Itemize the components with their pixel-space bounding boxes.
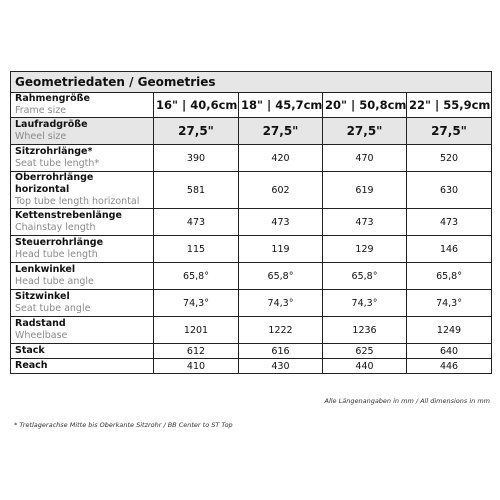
row-label: Stack (11, 344, 154, 359)
units-note: Alle Längenangaben in mm / All dimensions in mm (324, 397, 490, 405)
wheel-size-value: 27,5" (323, 118, 407, 145)
table-cell: 473 (154, 209, 239, 236)
table-cell: 602 (239, 172, 323, 209)
row-label (11, 317, 154, 344)
table-cell: 65,8° (407, 263, 492, 290)
table-cell: 1201 (154, 317, 239, 344)
table-cell: 619 (323, 172, 407, 209)
table-cell: 520 (407, 145, 492, 172)
row-label (11, 236, 154, 263)
frame-size-header: 22" | 55,9cm (407, 93, 492, 118)
table-title: Geometriedaten / Geometries (11, 72, 492, 93)
table-row (11, 145, 492, 172)
row-label-de: Radstand (15, 318, 66, 329)
table-cell: 420 (239, 145, 323, 172)
row-label-en: Wheel size (15, 131, 67, 142)
table-cell: 1222 (239, 317, 323, 344)
table-cell: 640 (407, 344, 492, 359)
table-cell: 115 (154, 236, 239, 263)
frame-size-header: 18" | 45,7cm (239, 93, 323, 118)
row-label-de: Oberrohrlänge horizontal (15, 172, 94, 195)
table-cell: 446 (407, 359, 492, 374)
table-cell: 616 (239, 344, 323, 359)
table-row (11, 317, 492, 344)
row-label (11, 172, 154, 209)
row-label-de: Laufradgröße (15, 119, 88, 130)
table-row (11, 359, 492, 374)
geometry-table (10, 71, 492, 374)
table-row (11, 209, 492, 236)
table-cell: 440 (323, 359, 407, 374)
row-label-en: Top tube length horizontal (15, 196, 140, 207)
table-cell: 473 (239, 209, 323, 236)
frame-size-header: 20" | 50,8cm (323, 93, 407, 118)
footnote: * Tretlagerachse Mitte bis Oberkante Sitzrohr / BB Center to ST Top (14, 421, 233, 429)
table-cell: 630 (407, 172, 492, 209)
row-label-de: Steuerrohrlänge (15, 237, 104, 248)
row-label-en: Head tube angle (15, 276, 94, 287)
row-label-de: Sitzwinkel (15, 291, 70, 302)
row-label (11, 209, 154, 236)
row-label-en: Chainstay length (15, 222, 96, 233)
frame-size-header: 16" | 40,6cm (154, 93, 239, 118)
row-label-en: Seat tube angle (15, 303, 91, 314)
table-cell: 74,3° (323, 290, 407, 317)
row-label: Reach (11, 359, 154, 374)
table-cell: 612 (154, 344, 239, 359)
row-label-en: Head tube length (15, 249, 98, 260)
frame-size-label (11, 93, 154, 118)
row-label-de: Kettenstrebenlänge (15, 210, 122, 221)
table-cell: 1236 (323, 317, 407, 344)
table-row (11, 263, 492, 290)
wheel-size-value: 27,5" (239, 118, 323, 145)
table-cell: 473 (407, 209, 492, 236)
wheel-size-label (11, 118, 154, 145)
table-title-row (11, 72, 492, 93)
wheel-size-value: 27,5" (407, 118, 492, 145)
wheel-size-value: 27,5" (154, 118, 239, 145)
wheel-size-row (11, 118, 492, 145)
table-cell: 1249 (407, 317, 492, 344)
table-cell: 65,8° (239, 263, 323, 290)
table-row (11, 172, 492, 209)
frame-size-row (11, 93, 492, 118)
row-label-en: Seat tube length* (15, 158, 100, 169)
table-cell: 74,3° (407, 290, 492, 317)
table-cell: 430 (239, 359, 323, 374)
geometry-sheet (10, 71, 491, 374)
table-cell: 65,8° (323, 263, 407, 290)
table-cell: 625 (323, 344, 407, 359)
table-cell: 74,3° (154, 290, 239, 317)
row-label-en: Wheelbase (15, 330, 68, 341)
table-row (11, 344, 492, 359)
table-cell: 410 (154, 359, 239, 374)
table-row (11, 290, 492, 317)
row-label-de: Rahmengröße (15, 93, 90, 104)
table-cell: 390 (154, 145, 239, 172)
table-row (11, 236, 492, 263)
table-cell: 65,8° (154, 263, 239, 290)
row-label-de: Sitzrohrlänge* (15, 146, 93, 157)
table-cell: 119 (239, 236, 323, 263)
table-cell: 74,3° (239, 290, 323, 317)
row-label (11, 290, 154, 317)
table-cell: 129 (323, 236, 407, 263)
table-cell: 470 (323, 145, 407, 172)
row-label (11, 263, 154, 290)
row-label (11, 145, 154, 172)
table-cell: 146 (407, 236, 492, 263)
table-cell: 581 (154, 172, 239, 209)
row-label-en: Frame size (15, 105, 67, 116)
table-cell: 473 (323, 209, 407, 236)
row-label-de: Lenkwinkel (15, 264, 76, 275)
